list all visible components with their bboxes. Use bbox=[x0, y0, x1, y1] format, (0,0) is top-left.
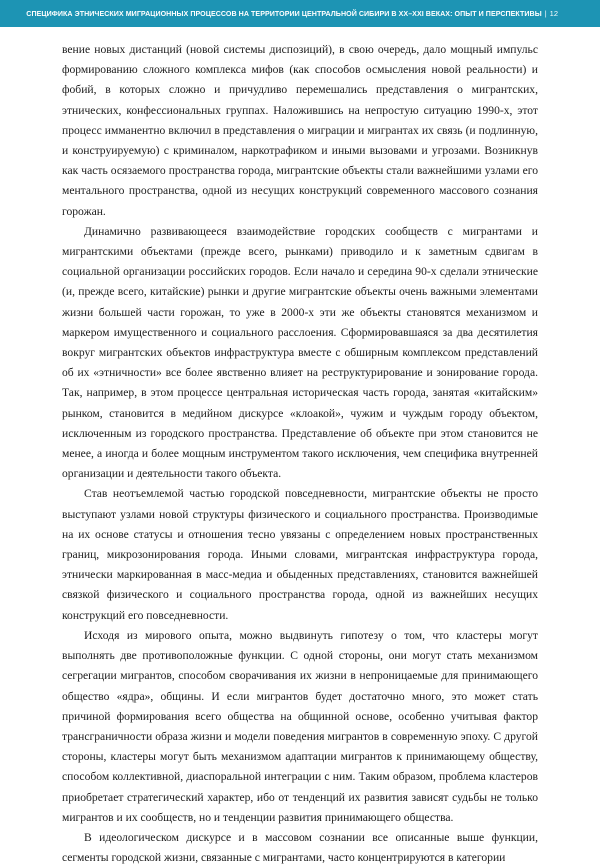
page-number: 12 bbox=[549, 9, 558, 18]
paragraph-3: Став неотъемлемой частью городской повседневности, мигрантские объекты не просто выступают узлами новой структуры физического и социального пространства. Производимые на их основе статусы и отношения тесно увязаны с определением новых пространственных границ, микрозонирования города. Иными словами, мигрантская инфраструктура города, этнически маркированная в масс-медиа и обыденных представлениях, становится важнейшей связкой физического и социального пространства города, одной из важнейших несущих конструкций его повседневности. bbox=[62, 487, 538, 622]
running-header-title: СПЕЦИФИКА ЭТНИЧЕСКИХ МИГРАЦИОННЫХ ПРОЦЕССОВ НА ТЕРРИТОРИИ ЦЕНТРАЛЬНОЙ СИБИРИ В XX–XXI ВЕКАХ: ОПЫТ И ПЕРСПЕКТИВЫ bbox=[26, 9, 542, 18]
paragraph-1: вение новых дистанций (новой системы диспозиций), в свою очередь, дало мощный импульс формированию сложного комплекса мифов (как способов осмысления новой реальности) и фобий, в которых сложно и причудливо перемешались представления о мигрантских, этнических, конфессиональных группах. Наложившись на непростую ситуацию 1990-х, этот процесс имманентно включил в представления о миграции и мигрантах их связь (и подлинную, и конструируемую) с криминалом, наркотрафиком и иными вызовами и угрозами. Возникнув как часть осязаемого пространства города, мигрантские объекты стали важнейшими узлами его ментального пространства, одной из несущих конструкций современного массового сознания горожан. bbox=[62, 43, 538, 218]
paragraph-2: Динамично развивающееся взаимодействие городских сообществ с мигрантами и мигрантскими объектами (прежде всего, рынками) приводило и к заметным сдвигам в социальной организации российских городов. Если начало и середина 90-х сделали этнические (и, прежде всего, китайские) рынки и другие мигрантские объекты очень важными элементами жизни большей части горожан, то уже в 2000-х эти же объекты становятся механизмом и маркером имущественного и социального расслоения. Сформировавшаяся за два десятилетия вокруг мигрантских объектов инфраструктура вместе с обширным комплексом представлений об их «этничности» все более явственно влияет на реструктурирование и зонирование города. Так, например, в этом процессе центральная историческая часть города, занятая «китайским» рынком, становится в медийном дискурсе «клоакой», чужим и чуждым городу объектом, исключенным из городского пространства. Представление об объекте при этом становится не менее, а иногда и более мощным инструментом такого исключения, чем специфика внутренней организации и деятельности такого объекта. bbox=[62, 224, 538, 481]
running-header bbox=[0, 0, 600, 27]
paragraph-4: Исходя из мирового опыта, можно выдвинуть гипотезу о том, что кластеры могут выполнять две противоположные функции. С одной стороны, они могут стать механизмом сегрегации мигрантов, способом сворачивания их жизни в непроницаемые для принимающего общество «ядра», общины. И если мигрантов будет достаточно много, это может стать причиной формирования всего общества на общинной основе, особенно учитывая фактор трансграничности образа жизни и модели поведения мигрантов в современную эпоху. С другой стороны, кластеры могут быть механизмом адаптации мигрантов к принимающему обществу, способом коллективной, диаспоральной интеграции с ним. Таким образом, проблема кластеров приобретает стратегический характер, ибо от тенденций их развития зависят судьбы не только мигрантов и их сообществ, но и тенденции развития принимающего общества. bbox=[62, 628, 538, 824]
paragraph-5: В идеологическом дискурсе и в массовом сознании все описанные выше функции, сегменты городской жизни, связанные с мигрантами, часто концентрируются в категории bbox=[62, 830, 538, 865]
header-separator: | bbox=[544, 9, 547, 18]
body-text bbox=[62, 40, 538, 868]
